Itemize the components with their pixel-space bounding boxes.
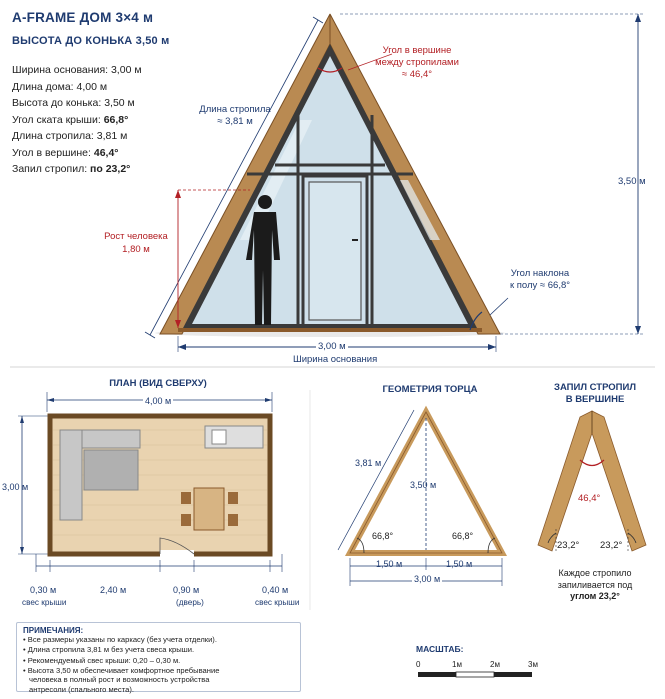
rafter-cut-detail (520, 405, 665, 575)
apex-angle-line: Угол в вершине (382, 45, 452, 56)
plan-title: ПЛАН (ВИД СВЕРХУ) (109, 378, 207, 389)
notes-list (23, 635, 294, 677)
plan-caption-overhang: свес крыши (255, 598, 300, 607)
door-glass (309, 182, 361, 320)
rafter-length-line: Длина стропила (199, 104, 271, 115)
cut-right-rafter (592, 411, 646, 551)
spec-label: Запил стропил: (12, 163, 88, 175)
plan-dim-overhang-right: 0,40 м (262, 585, 289, 595)
person-height-line: 1,80 м (122, 244, 150, 255)
note-continuation: человека в полный рост и возможность устройства (29, 675, 210, 684)
spec-value: 3,50 м (104, 97, 135, 109)
gable-base-value: 3,00 м (414, 574, 441, 584)
plan-dim-overhang-left: 0,30 м (30, 585, 57, 595)
spec-value: 46,4° (93, 146, 119, 159)
arrow-head (47, 398, 54, 402)
spec-label: Угол в вершине: (12, 146, 91, 159)
arrow-head (488, 344, 496, 350)
scale-tick-1: 1м (452, 660, 462, 669)
plan-width-value: 3,00 м (2, 482, 29, 492)
sofa-side (60, 430, 82, 520)
spec-label: Длина дома: (12, 80, 74, 93)
apex-angle-line: ≈ 46,4° (401, 69, 433, 80)
plan-length-value: 4,00 м (145, 396, 172, 406)
spec-value: 4,00 м (76, 80, 108, 93)
cut-title-line: ЗАПИЛ СТРОПИЛ (554, 382, 636, 393)
cut-left-rafter (538, 411, 592, 551)
apex-angle-label (362, 45, 472, 81)
rafter-length-line: ≈ 3,81 м (217, 116, 253, 127)
spec-label: Высота до конька: (12, 97, 102, 109)
cut-title (540, 382, 650, 406)
door-opening (160, 550, 194, 558)
sink (212, 430, 226, 444)
page-subtitle: ВЫСОТА ДО КОНЬКА 3,50 м (12, 35, 170, 47)
arrow-head (20, 416, 24, 423)
plan-dim-door: 0,90 м (173, 585, 200, 595)
chair (228, 492, 238, 504)
scale-segment (456, 672, 494, 677)
scale-segment (418, 672, 456, 677)
spec-value: 3,00 м (110, 64, 142, 76)
arrow-head (175, 190, 181, 198)
gable-half-left: 1,50 м (376, 559, 403, 569)
note-text: Высота 3,50 м обеспечивает комфортное пребывание (27, 666, 220, 676)
arrow-head (20, 547, 24, 554)
scale-tick-0: 0 (416, 660, 421, 669)
note-item: • Рекомендуемый свес крыши: 0,20 – 0,30 м. (23, 655, 181, 665)
gable-half-right: 1,50 м (446, 559, 473, 569)
arrow-head (265, 398, 272, 402)
chair (181, 514, 191, 526)
spec-label: Угол ската крыши: (12, 113, 101, 126)
person-height-label (100, 230, 172, 256)
cut-apex-arc (580, 460, 604, 466)
cut-angle-right: 23,2° (600, 540, 623, 551)
spec-value: по 23,2° (90, 163, 131, 175)
slope-angle-label (502, 268, 578, 292)
chair (228, 514, 238, 526)
plan-caption-overhang: свес крыши (22, 598, 67, 607)
person-height-line: Рост человека (104, 231, 168, 242)
spec-label: Длина стропила: (12, 130, 94, 142)
spec-value: 3,81 м (96, 130, 128, 142)
note-item: • Все размеры указаны по каркасу (без учета отделки). (23, 635, 217, 644)
rafter-dim-tick (145, 332, 155, 338)
plan-caption-door: (дверь) (176, 598, 204, 607)
scale-tick-3: 3м (528, 660, 538, 669)
spec-value: 66,8° (103, 113, 129, 126)
note-item: • Длина стропила 3,81 м без учета свеса крыши. (23, 645, 195, 655)
gable-height-value: 3,50 м (410, 480, 437, 490)
slope-angle-line: к полу ≈ 66,8° (509, 280, 571, 291)
cut-apex-angle: 46,4° (578, 493, 601, 504)
note-continuation: антресоли (спального места). (29, 685, 134, 694)
gable-title: ГЕОМЕТРИЯ ТОРЦА (382, 384, 478, 395)
floor-plan (0, 390, 320, 610)
arrow-head (178, 344, 186, 350)
scale-title: МАСШТАБ: (416, 644, 464, 654)
scale-segment (494, 672, 532, 677)
slope-angle-line: Угол наклона (510, 268, 570, 279)
gable-geometry (320, 398, 520, 593)
arrow-head (635, 14, 641, 22)
base-width-value: 3,00 м (318, 341, 346, 352)
plan-dim-wall: 2,40 м (100, 585, 127, 595)
slope-leader (490, 298, 508, 315)
scale-tick-2: 2м (490, 660, 500, 669)
dining-table (194, 488, 224, 530)
gable-rafter-dim (338, 410, 414, 550)
note-item: • Высота 3,50 м обеспечивает комфортное пребывание (23, 666, 220, 676)
rafter-dim-tick (313, 17, 323, 23)
cut-caption-line: Каждое стропило (558, 568, 632, 578)
cut-title-line: В ВЕРШИНЕ (565, 394, 625, 405)
base-width-caption: Ширина основания (293, 354, 378, 365)
apex-angle-line: между стропилами (375, 57, 459, 68)
cut-caption-line: углом 23,2° (570, 591, 620, 601)
chair (181, 492, 191, 504)
notes-title: ПРИМЕЧАНИЯ: (23, 626, 84, 635)
height-value: 3,50 м (618, 176, 646, 187)
arrow-head (635, 326, 641, 334)
cut-caption (540, 568, 650, 603)
rafter-length-label (195, 104, 275, 128)
note-text: Все размеры указаны по каркасу (без учета отделки). (27, 635, 217, 644)
gable-rafter-value: 3,81 м (355, 458, 382, 468)
gable-angle-left: 66,8° (372, 531, 394, 541)
sofa-seat (84, 450, 138, 490)
page-title: A-FRAME ДОМ 3×4 м (12, 10, 154, 25)
note-text: Рекомендуемый свес крыши: 0,20 – 0,30 м. (27, 655, 181, 665)
cut-angle-left: 23,2° (557, 540, 580, 551)
note-text: Длина стропила 3,81 м без учета свеса крыши. (27, 645, 195, 655)
spec-label: Ширина основания: (12, 64, 109, 76)
cut-caption-line: запиливается под (557, 579, 633, 590)
gable-angle-right: 66,8° (452, 531, 474, 541)
